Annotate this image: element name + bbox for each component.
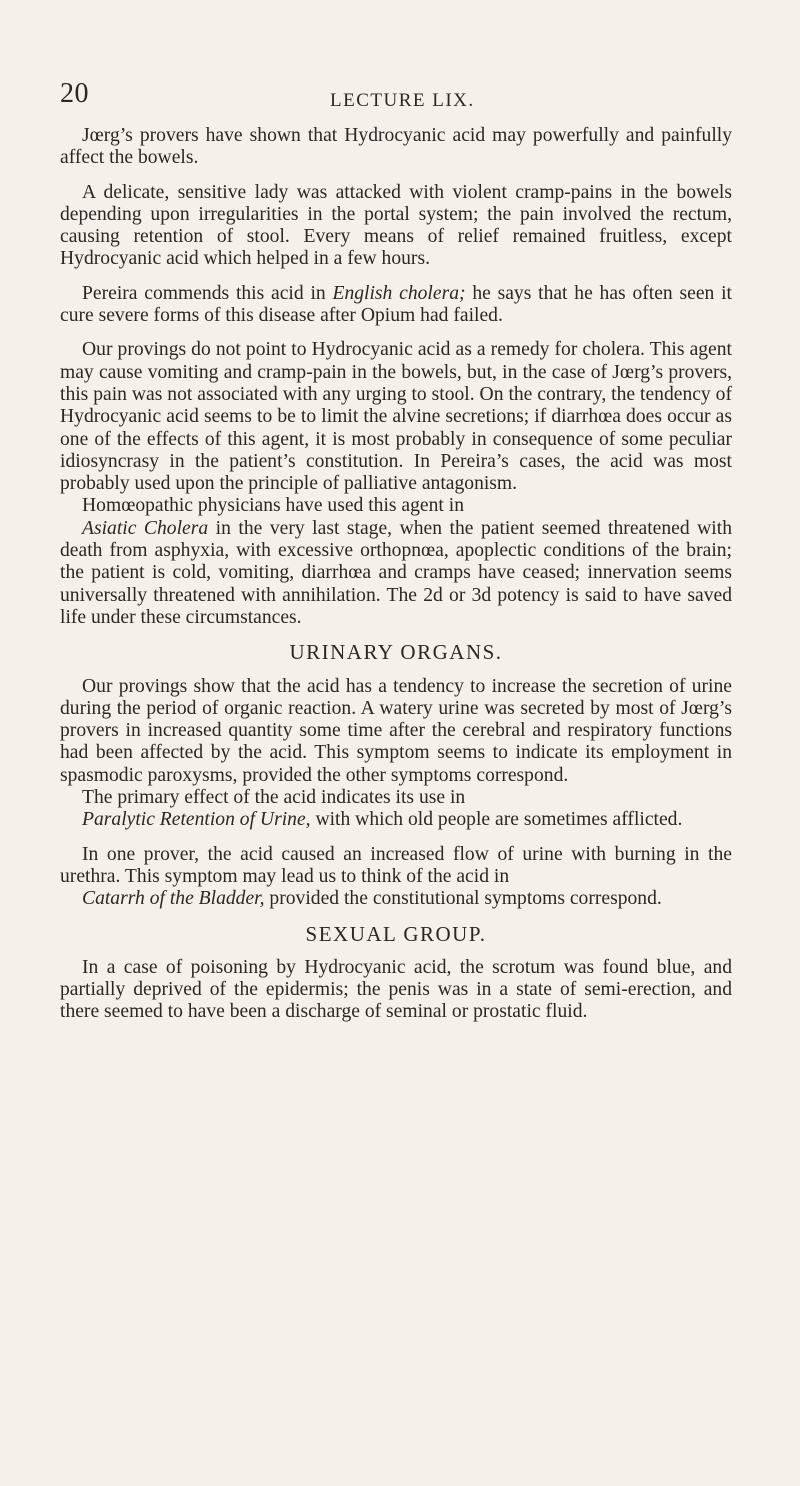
paragraph: In one prover, the acid caused an increased flow of urine with burning in the urethra. This symptom may lead us to think of the acid in <box>60 843 732 887</box>
italic-term: Asiatic Cholera <box>82 517 209 539</box>
running-head: LECTURE LIX. <box>330 90 475 111</box>
paragraph <box>60 888 732 910</box>
text-run: with which old people are sometimes afflicted. <box>310 809 683 831</box>
page-number: 20 <box>60 78 89 109</box>
paragraph: In a case of poisoning by Hydrocyanic acid, the scrotum was found blue, and partially deprived of the epidermis; the penis was in a state of semi-erection, and there seemed to have been a discharge of seminal or prostatic fluid. <box>60 956 732 1023</box>
body-text <box>60 125 732 1036</box>
section-heading-sexual: SEXUAL GROUP. <box>305 921 487 946</box>
paragraph: Our provings show that the acid has a tendency to increase the secretion of urine during the period of organic reaction. A watery urine was secreted by most of Jœrg’s provers in increased quantity some time after the cerebral and respiratory functions had been affected by the acid. This symptom seems to indicate its employment in spasmodic paroxysms, provided the other symptoms correspond. <box>60 675 732 786</box>
text-run: in the very last stage, when the patient seemed threatened with death from asphyxia, with excessive orthopnœa, apoplectic conditions of the brain; the patient is cold, vomiting, diarrhœa and cramps have ceased; innervation seems universally threatened with annihilation. The 2d or 3d potency is said to have saved life under these circumstances. <box>60 517 732 628</box>
paragraph <box>60 809 732 831</box>
paragraph <box>60 518 732 629</box>
paragraph: Homœopathic physicians have used this agent in <box>82 495 465 517</box>
italic-term: Catarrh of the Bladder, <box>82 888 265 910</box>
italic-term: English cholera; <box>332 282 466 304</box>
italic-term: Paralytic Retention of Urine, <box>82 809 311 831</box>
paragraph <box>60 283 732 328</box>
paragraph: Our provings do not point to Hydrocyanic acid as a remedy for cholera. This agent may cause vomiting and cramp-pain in the bowels, but, in the case of Jœrg’s provers, this pain was not associated with any urging to stool. On the contrary, the tendency of Hydrocyanic acid seems to be to limit the alvine secretions; if diarrhœa does occur as one of the effects of this agent, it is most probably in consequence of some peculiar idiosyncrasy in the patient’s constitution. In Pereira’s cases, the acid was most probably used upon the principle of palliative antagonism. <box>60 339 732 495</box>
section-heading-urinary: URINARY ORGANS. <box>289 640 503 665</box>
paragraph: Jœrg’s provers have shown that Hydrocyanic acid may powerfully and painfully affect the bowels. <box>60 125 732 169</box>
paragraph: The primary effect of the acid indicates its use in <box>82 787 466 809</box>
paragraph: A delicate, sensitive lady was attacked with violent cramp-pains in the bowels depending upon irregularities in the portal system; the pain involved the rectum, causing retention of stool. Every means of relief remained fruitless, except Hydrocyanic acid which helped in a few hours. <box>60 181 732 270</box>
text-run: he says that he has often seen it cure severe forms of this disease after Opium had failed. <box>60 282 732 327</box>
text-run: Pereira commends this acid in <box>82 282 333 304</box>
text-run: provided the constitutional symptoms correspond. <box>264 888 662 910</box>
